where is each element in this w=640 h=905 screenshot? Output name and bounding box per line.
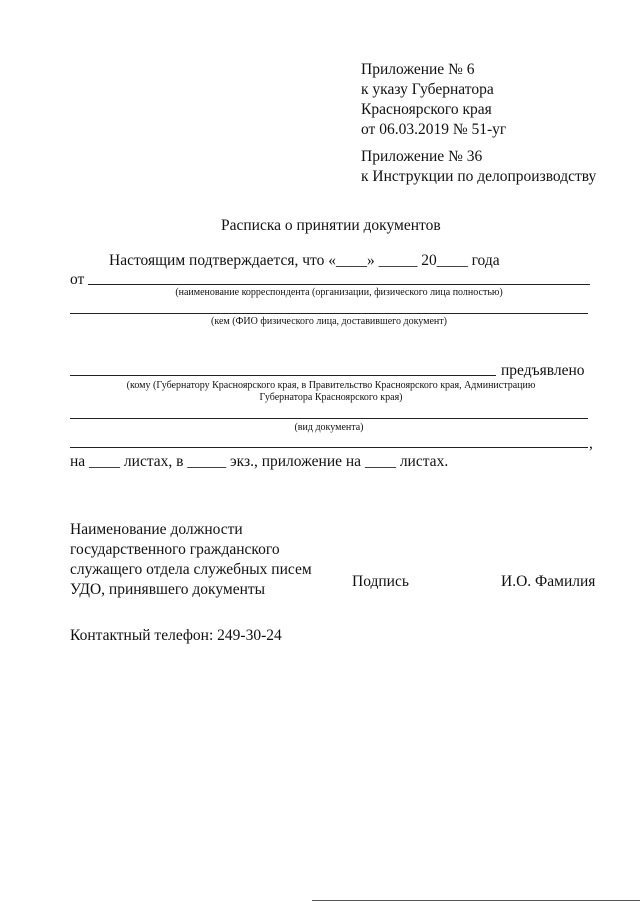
correspondent-line [88,284,590,285]
sheets-text: на ____ листах, в _____ экз., приложение на ____ листах. [70,453,449,470]
deliverer-line [70,313,588,314]
position-line-4: УДО, принявшего документы [70,581,266,598]
position-line-2: государственного гражданского [70,541,280,558]
caption-correspondent: (наименование корреспондента (организации, физического лица полностью) [175,287,503,298]
comma-mark: , [589,435,593,452]
from-label: от [70,271,85,288]
caption-doc-type: (вид документа) [294,422,364,433]
position-block [70,520,312,600]
doc-type-line [70,418,588,419]
caption-deliverer: (кем (ФИО физического лица, доставившего документ) [211,316,447,327]
instruction-line-2: к Инструкции по делопроизводству [361,168,597,185]
confirm-text: Настоящим подтверждается, что «____» _____ 20____ года [109,252,500,269]
signature-label: Подпись [352,573,409,590]
annex-line-1: Приложение № 6 [361,61,475,78]
contact-phone: Контактный телефон: 249-30-24 [70,627,282,644]
recipient-line [70,375,496,376]
caption-recipient-2: Губернатора Красноярского края) [259,392,403,403]
caption-recipient-1: (кому (Губернатору Красноярского края, в Правительство Красноярского края, Администрацию [126,380,536,391]
document-title: Расписка о принятии документов [221,217,441,234]
annex-line-3: Красноярского края [361,101,492,118]
name-label: И.О. Фамилия [501,573,596,590]
position-line-1: Наименование должности [70,521,243,538]
scan-edge-line [312,900,640,901]
extra-line [70,447,588,448]
instruction-line-1: Приложение № 36 [361,148,483,165]
annex-line-2: к указу Губернатора [361,81,494,98]
position-line-3: служащего отдела служебных писем [70,561,312,578]
instruction-reference [361,147,596,187]
annex-reference [361,60,506,140]
presented-label: предъявлено [501,362,585,379]
annex-line-4: от 06.03.2019 № 51-уг [361,121,507,138]
